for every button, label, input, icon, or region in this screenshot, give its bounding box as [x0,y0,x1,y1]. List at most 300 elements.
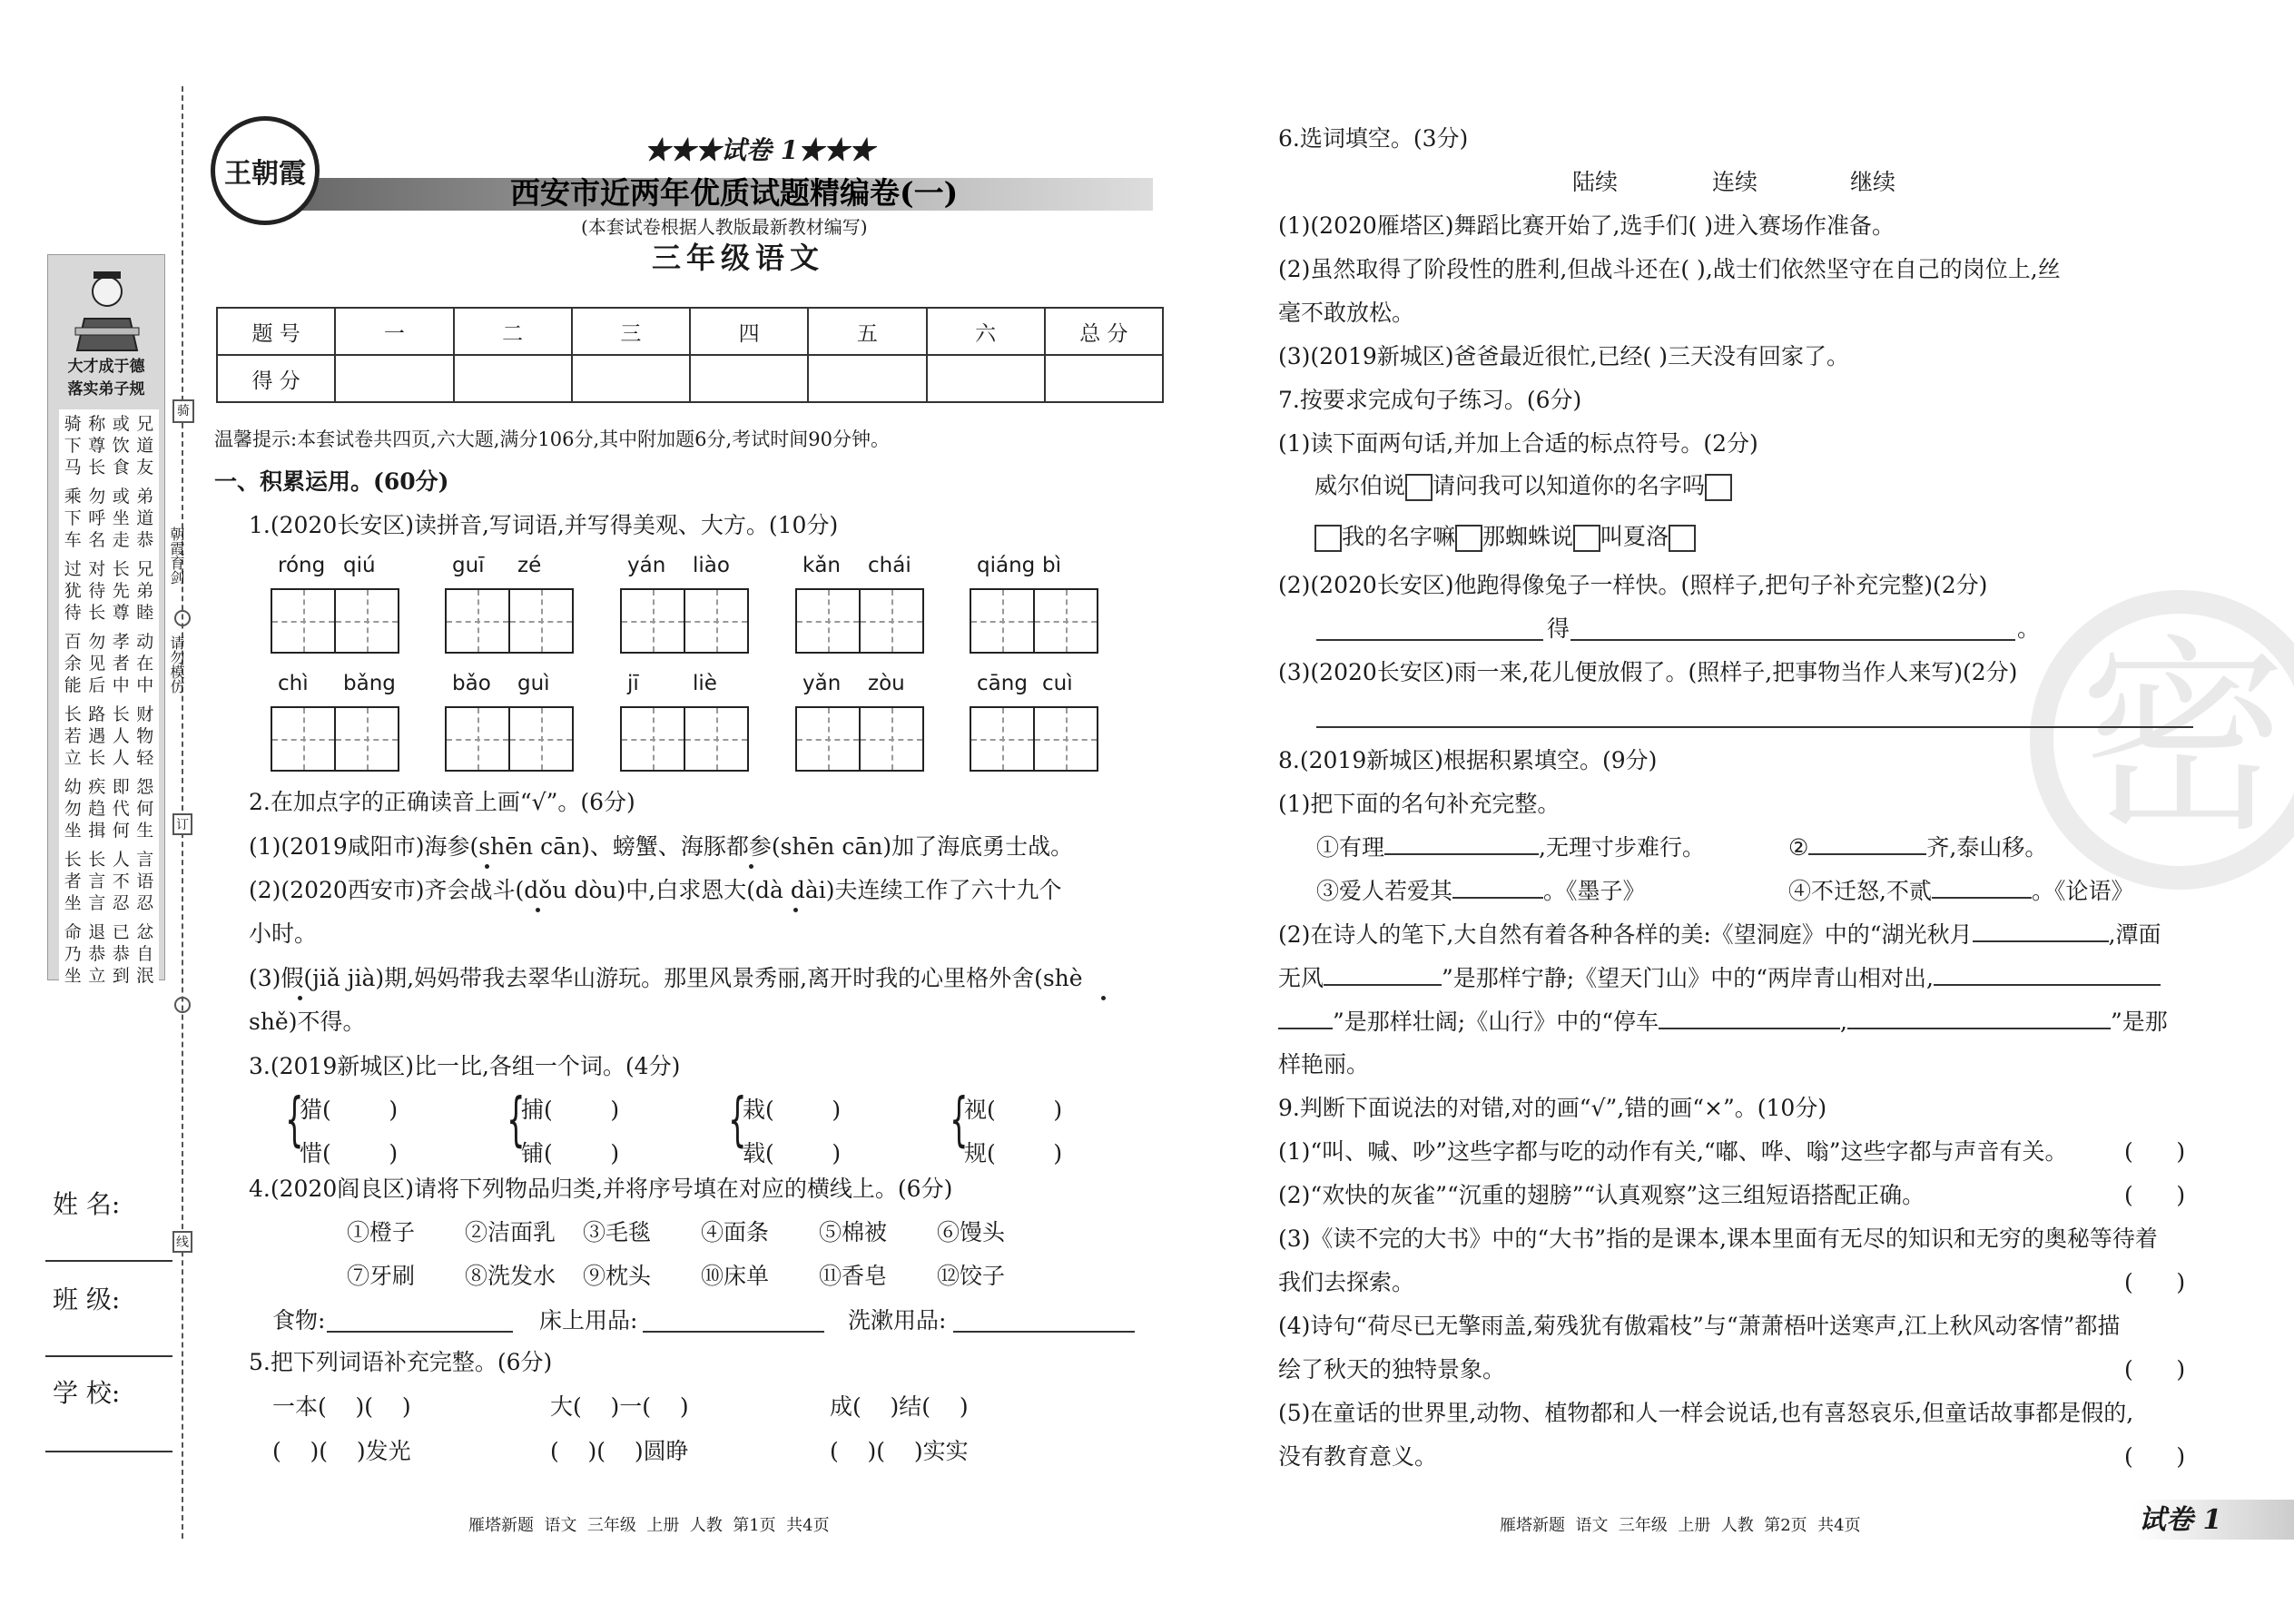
blank[interactable] [1324,966,1442,986]
score-cell[interactable] [808,355,926,402]
verse-char: 勿 [88,487,106,507]
pinyin-label: guì [517,672,550,695]
tian-grid-box[interactable] [859,588,924,654]
grade-title: 三年级语文 [652,241,825,275]
class-field[interactable] [45,1355,172,1357]
pinyin-label: cāng [977,672,1028,695]
verse-column [64,558,82,624]
verse-char: 长 [112,559,130,579]
pinyin-label: chái [868,554,911,577]
emphasis-dot [749,864,753,869]
pinyin-label: bǎng [343,672,396,695]
q9-line3: (3)《读不完的大书》中的“大书”指的是课本,课本里面有无尽的知识和无穷的奥秘等待着 [1278,1225,2158,1252]
verse-char: 对 [88,559,106,579]
q4-wash-blank[interactable] [953,1331,1135,1333]
verse-block [61,776,157,842]
verse-char: 人 [112,726,130,746]
verse-column [88,486,105,551]
q4-item: ①橙子 [347,1219,416,1245]
q7-sentence2: 我的名字嘛 那蜘蛛说 叫夏洛 [1314,525,1696,552]
q2-title: 2.在加点字的正确读音上画“√”。(6分) [249,789,635,815]
q5-word[interactable]: ( )( )圆睁 [550,1438,689,1464]
q3-word[interactable]: 规( ) [964,1140,1063,1166]
q5-word[interactable]: 成( )结( ) [830,1393,969,1420]
q7-blank-a[interactable] [1316,639,1543,641]
pinyin-label: bǎo [452,672,491,695]
score-cell[interactable] [572,355,690,402]
tian-grid-box[interactable] [445,588,510,654]
verse-column [136,776,153,842]
verse-char: 称 [88,414,106,434]
verse-char: 忿 [136,922,154,942]
brace-icon: { [950,1087,969,1154]
verse-char: 下 [64,508,82,528]
verse-block [61,631,157,696]
verse-char: 若 [64,726,82,746]
q6-choice-2: 连续 [1712,169,1758,195]
punct-box[interactable] [1314,525,1342,552]
verse-column [113,631,130,696]
tian-grid-box[interactable] [271,588,336,654]
q7-blank-c[interactable] [1316,726,2193,728]
circle-mark [174,610,191,626]
pinyin-label: jī [627,672,639,695]
q2-line3: 小时。 [249,920,318,947]
q6-title: 6.选词填空。(3分) [1278,125,1469,152]
verse-char: 趋 [88,799,106,819]
q4-food-blank[interactable] [327,1331,513,1333]
verse-char: 待 [88,581,106,601]
q3-word[interactable]: 载( ) [743,1140,842,1166]
verse-block [61,849,157,914]
tian-grid-box[interactable] [859,706,924,772]
q3-title: 3.(2019新城区)比一比,各组一个词。(4分) [249,1053,681,1079]
pinyin-label: róng [278,554,326,577]
verse-char: 者 [64,871,82,891]
punct-box[interactable] [1573,525,1600,552]
verse-char: 何 [136,799,154,819]
verse-char: 乘 [64,487,82,507]
q3-word[interactable]: 栽( ) [743,1097,842,1123]
verse-char: 长 [112,704,130,724]
cut-mark: 订 [172,813,192,835]
verse-char: 马 [64,458,82,477]
score-row-label: 得 分 [217,355,335,402]
verse-char: 恭 [88,944,106,964]
emphasis-dot [536,908,540,912]
q6-choice-1: 陆续 [1572,169,1619,195]
verse-char: 呼 [88,508,106,528]
verse-block [61,486,157,551]
q9-answer-1[interactable]: ( ) [2124,1138,2186,1165]
pinyin-label: qiú [343,554,376,577]
margin-dashed-line [182,86,183,1539]
verse-column [113,921,130,987]
verse-column [136,486,153,551]
verse-char: 或 [112,487,130,507]
score-cell[interactable] [927,355,1045,402]
verse-char: 勿 [64,799,82,819]
verse-char: 待 [64,603,82,623]
score-header-cell: 一 [335,308,453,355]
verse-char: 在 [136,654,154,674]
q2-line2: (2)(2020西安市)齐会战斗(dǒu dòu)中,白求恩大(dà dài)夫连续工作了六十九个 [249,877,1062,903]
q8-item2: ② 齐,泰山移。 [1788,834,2048,861]
q3-word[interactable]: 视( ) [964,1097,1063,1123]
verse-char: 道 [136,436,154,456]
tian-grid-box[interactable] [970,588,1035,654]
verse-char: 睦 [136,603,154,623]
verse-char: 人 [112,850,130,870]
verse-char: 弟 [136,581,154,601]
emphasis-dot [793,908,798,912]
q4-item: ④面条 [701,1219,770,1245]
tian-grid-box[interactable] [508,706,574,772]
verse-column [136,849,153,914]
verse-char: 揖 [88,821,106,841]
verse-char: 乃 [64,944,82,964]
verse-column [136,704,153,769]
q8-item3: ③爱人若爱其 。《墨子》 [1316,878,1646,904]
verse-column [136,631,153,696]
corner-label: 试卷 1 [2139,1504,2222,1536]
motto-2: 落实弟子规 [67,380,145,399]
verse-char: 怨 [136,777,154,797]
tian-grid-box[interactable] [684,588,749,654]
score-cell[interactable] [1045,355,1163,402]
q3-word[interactable]: 铺( ) [521,1140,620,1166]
punct-box[interactable] [1455,525,1482,552]
tian-grid-box[interactable] [970,706,1035,772]
blank[interactable] [1932,879,2032,899]
logo-text: 王朝霞 [224,158,306,190]
emphasis-dot [485,864,489,869]
q9-line2: (2)“欢快的灰雀”“沉重的翅膀”“认真观察”这三组短语搭配正确。 [1278,1182,1925,1208]
verse-column [88,704,105,769]
verse-char: 或 [112,414,130,434]
q2-line4: (3)假(jiǎ jià)期,妈妈带我去翠华山游玩。那里风景秀丽,离开时我的心里格外舍(shè [249,965,1083,991]
blank[interactable] [1973,922,2109,942]
verse-char: 下 [64,436,82,456]
q9-line4b: 绘了秋天的独特景象。 [1278,1356,1506,1383]
verse-char: 饮 [112,436,130,456]
q8-sub2-line1: (2)在诗人的笔下,大自然有着各种各样的美:《望洞庭》中的“湖光秋月 ,潭面 [1278,921,2161,948]
verse-char: 立 [88,966,106,986]
verse-char: 恭 [136,530,154,550]
verse-char: 物 [136,726,154,746]
q4-item: ②洁面乳 [465,1219,556,1245]
q9-line1: (1)“叫、喊、吵”这些字都与吃的动作有关,“嘟、哗、嗡”这些字都与声音有关。 [1278,1138,2068,1165]
verse-char: 长 [88,748,106,768]
q4-food-label: 食物: [272,1307,326,1334]
q3-word[interactable]: 惜( ) [300,1140,399,1166]
verse-char: 走 [112,530,130,550]
tian-grid-box[interactable] [271,706,336,772]
verse-column [88,776,105,842]
verse-char: 路 [88,704,106,724]
verse-char: 代 [112,799,130,819]
cut-mark: 线 [172,1231,192,1253]
q6-choice-3: 继续 [1850,169,1896,195]
punct-box[interactable] [1669,525,1696,552]
q7-sentence1: 威尔伯说 请问我可以知道你的名字吗 [1314,474,1732,501]
q4-item: ⑥馒头 [937,1219,1006,1245]
no-copy-vertical: 请勿模仿 [168,635,185,694]
q8-item4: ④不迁怒,不贰 。《论语》 [1788,878,2134,904]
q9-answer-4[interactable]: ( ) [2124,1356,2186,1383]
score-cell[interactable] [335,355,453,402]
verse-char: 言 [88,893,106,913]
tian-grid-box[interactable] [795,588,861,654]
verse-char: 恭 [112,944,130,964]
notice: 温馨提示:本套试卷共四页,六大题,满分106分,其中附加题6分,考试时间90分钟。 [214,428,890,450]
stars-title: ★★★试卷 1★★★ [645,135,875,165]
verse-char: 弟 [136,487,154,507]
q4-bed-blank[interactable] [643,1331,824,1333]
verse-char: 先 [112,581,130,601]
q7-period: 。 [2017,615,2041,642]
q7-sub1: (1)读下面两句话,并加上合适的标点符号。(2分) [1278,430,1758,457]
verse-char: 尊 [88,436,106,456]
verse-column [88,631,105,696]
q8-sub1: (1)把下面的名句补充完整。 [1278,791,1561,817]
verse-column [88,413,105,478]
verse-char: 坐 [64,966,82,986]
verse-column [113,413,130,478]
verse-char: 车 [64,530,82,550]
brace-icon: { [285,1087,304,1154]
brace-icon: { [507,1087,526,1154]
q6-line3: 毫不敢放松。 [1278,300,1415,326]
q8-item1: ①有理 ,无理寸步难行。 [1316,834,1705,861]
motto-1: 大才成于德 [67,358,145,376]
seal-stamp [172,399,194,423]
verse-column [113,558,130,624]
blank[interactable] [1934,966,2161,986]
q6-line1: (1)(2020雁塔区)舞蹈比赛开始了,选手们( )进入赛场作准备。 [1278,212,1895,239]
verse-char: 人 [112,748,130,768]
q9-line5b: 没有教育意义。 [1278,1443,1438,1470]
verse-char: 语 [136,871,154,891]
verse-char: 勿 [88,632,106,652]
tian-grid-box[interactable] [334,588,399,654]
score-header-total: 总 分 [1045,308,1163,355]
pinyin-label: liè [693,672,717,695]
verse-column [64,631,82,696]
margin-panel [47,254,165,986]
verse-column [64,704,82,769]
section1-title: 一、积累运用。(60分) [214,468,449,495]
verse-char: 尊 [112,603,130,623]
q5-word[interactable]: 大( )一( ) [550,1393,689,1420]
q4-item: ⑧洗发水 [465,1263,556,1289]
verse-column [64,849,82,914]
tian-grid-box[interactable] [1033,706,1098,772]
verse-char: 百 [64,632,82,652]
circle-mark [174,997,191,1013]
verse-column [64,921,82,987]
verse-block [61,558,157,624]
q5-word[interactable]: ( )( )发光 [272,1438,411,1464]
score-cell[interactable] [690,355,808,402]
q9-title: 9.判断下面说法的对错,对的画“√”,错的画“×”。(10分) [1278,1095,1827,1121]
tian-grid-box[interactable] [334,706,399,772]
tian-grid-box[interactable] [508,588,574,654]
tian-grid-box[interactable] [620,588,685,654]
verse-char: 长 [64,704,82,724]
emphasis-dot [298,996,302,1000]
punct-box[interactable] [1405,474,1433,501]
verse-char: 中 [136,675,154,695]
verse-char: 长 [64,850,82,870]
q7-title: 7.按要求完成句子练习。(6分) [1278,387,1582,413]
verse-char: 财 [136,704,154,724]
verse-column [88,849,105,914]
tian-grid-box[interactable] [445,706,510,772]
q4-item: ⑫饺子 [937,1263,1006,1289]
tian-grid-box[interactable] [795,706,861,772]
score-cell[interactable] [454,355,572,402]
blank[interactable] [1384,835,1539,855]
q5-title: 5.把下列词语补充完整。(6分) [249,1349,553,1375]
blank[interactable] [1847,1009,2111,1029]
pinyin-label: bì [1042,554,1061,577]
q9-line3b: 我们去探索。 [1278,1269,1415,1295]
q5-word[interactable]: 一本( )( ) [272,1393,411,1420]
pinyin-label: liào [693,554,730,577]
q4-item: ⑩床单 [701,1263,770,1289]
punct-box[interactable] [1705,474,1732,501]
blank[interactable] [1808,835,1926,855]
verse-char: 者 [112,654,130,674]
pinyin-label: chì [278,672,309,695]
q2-line5: shě)不得。 [249,1009,366,1035]
verse-char: 友 [136,458,154,477]
pinyin-label: zé [517,554,542,577]
q9-line4: (4)诗句“荷尽已无擎雨盖,菊残犹有傲霜枝”与“萧萧梧叶送寒声,江上秋风动客情”都描 [1278,1313,2121,1339]
verse-char: 忍 [136,893,154,913]
dizigui-verses [59,409,159,998]
q2-line1: (1)(2019咸阳市)海参(shēn cān)、螃蟹、海豚都参(shēn cān)加了海底勇士战。 [249,833,1074,860]
brand-vertical: 朝霞育剑 [168,527,185,585]
verse-column [64,776,82,842]
q4-item: ⑦牙刷 [347,1263,416,1289]
verse-block [61,413,157,478]
verse-char: 中 [112,675,130,695]
q9-answer-2[interactable]: ( ) [2124,1182,2186,1208]
q9-answer-3[interactable]: ( ) [2124,1269,2186,1295]
verse-char: 泯 [136,966,154,986]
verse-char: 幼 [64,777,82,797]
verse-char: 坐 [112,508,130,528]
verse-char: 不 [112,871,130,891]
verse-char: 到 [112,966,130,986]
verse-char: 道 [136,508,154,528]
verse-block [61,704,157,769]
q3-word[interactable]: 捕( ) [521,1097,620,1123]
school-field[interactable] [45,1451,172,1452]
verse-char: 长 [88,458,106,477]
q4-wash-label: 洗漱用品: [848,1307,947,1334]
score-table [216,307,1164,403]
blank[interactable] [1278,1009,1333,1029]
seal-char: 骑 [177,404,190,418]
verse-char: 骑 [64,414,82,434]
pinyin-label: yǎn [802,672,842,695]
exam-subtitle: (本套试卷根据人教版最新教材编写) [581,216,868,238]
q8-title: 8.(2019新城区)根据积累填空。(9分) [1278,747,1658,773]
verse-char: 坐 [64,893,82,913]
score-table-header [217,308,1163,355]
blank[interactable] [1452,879,1543,899]
name-label: 姓 名: [53,1189,121,1219]
q6-line2: (2)虽然取得了阶段性的胜利,但战斗还在( ),战士们依然坚守在自己的岗位上,丝 [1278,256,2061,282]
verse-char: 兄 [136,559,154,579]
verse-char: 已 [112,922,130,942]
verse-column [136,921,153,987]
verse-char: 何 [112,821,130,841]
blank[interactable] [1659,1009,1840,1029]
pinyin-label: zòu [868,672,905,695]
pinyin-label: yán [627,554,666,577]
q1-title: 1.(2020长安区)读拼音,写词语,并写得美观、大方。(10分) [249,512,839,538]
verse-char: 名 [88,530,106,550]
scholar-illustration [66,264,148,355]
q9-line5: (5)在童话的世界里,动物、植物都和人一样会说话,也有喜怒哀乐,但童话故事都是假的, [1278,1400,2134,1426]
pinyin-label: qiáng [977,554,1036,577]
pinyin-label: cuì [1042,672,1073,695]
verse-char: 余 [64,654,82,674]
verse-char: 即 [112,777,130,797]
tian-grid-box[interactable] [1033,588,1098,654]
verse-column [113,486,130,551]
verse-column [64,413,82,478]
q4-item: ⑨枕头 [583,1263,652,1289]
q9-answer-5[interactable]: ( ) [2124,1443,2186,1470]
q4-item: ⑪香皂 [819,1263,888,1289]
score-header-cell: 二 [454,308,572,355]
pinyin-label: kǎn [802,554,841,577]
q8-sub2-line2: 无风 ”是那样宁静;《望天门山》中的“两岸青山相对出, [1278,966,2161,989]
verse-char: 后 [88,675,106,695]
name-field[interactable] [45,1260,172,1262]
verse-char: 自 [136,944,154,964]
verse-char: 退 [88,922,106,942]
q7-de: 得 [1547,615,1570,642]
verse-column [136,558,153,624]
brace-icon: { [728,1087,747,1154]
brand-logo [211,116,320,225]
verse-column [113,704,130,769]
footer-left: 雁塔新题 语文 三年级 上册 人教 第1页 共4页 [468,1516,830,1535]
verse-char: 过 [64,559,82,579]
q4-item: ⑤棉被 [819,1219,888,1245]
q7-blank-b[interactable] [1570,639,2015,641]
tian-grid-box[interactable] [684,706,749,772]
tian-grid-box[interactable] [620,706,685,772]
verse-column [88,558,105,624]
q3-word[interactable]: 猎( ) [300,1097,399,1123]
score-header-label: 题 号 [217,308,335,355]
verse-column [113,776,130,842]
q5-word[interactable]: ( )( )实实 [830,1438,969,1464]
verse-column [136,413,153,478]
verse-column [64,486,82,551]
watermark-char: 密 [2079,618,2289,861]
score-header-cell: 四 [690,308,808,355]
verse-char: 言 [88,871,106,891]
q4-title: 4.(2020阎良区)请将下列物品归类,并将序号填在对应的横线上。(6分) [249,1176,953,1202]
